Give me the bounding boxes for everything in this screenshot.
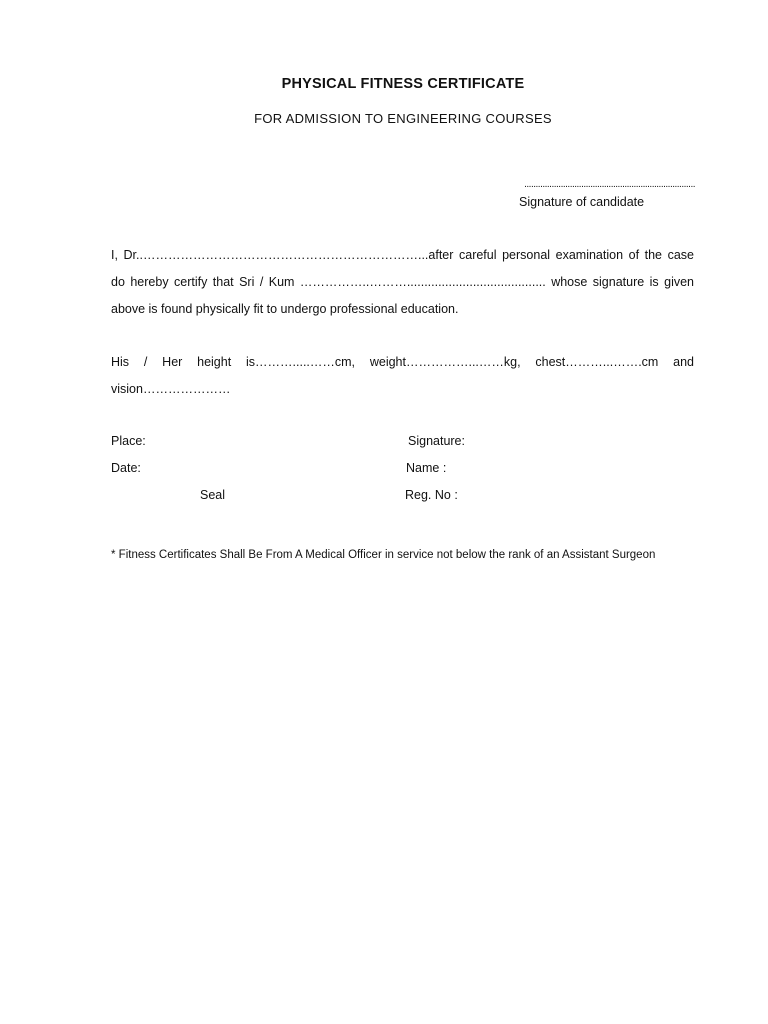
certification-paragraph <box>111 242 694 323</box>
candidate-signature-line: ........................................................................... <box>524 179 695 190</box>
certification-line-1: I, Dr..…………………………………………………………...after careful personal examination of the case <box>111 248 694 262</box>
date-label: Date: <box>111 461 141 475</box>
doctor-name-label: Name : <box>406 461 447 475</box>
certificate-title: PHYSICAL FITNESS CERTIFICATE <box>281 76 525 92</box>
place-label: Place: <box>111 434 146 448</box>
measurements-line-1: His / Her height is……….....……cm, weight……………...……kg, chest………...…….cm and <box>111 355 694 369</box>
footnote: * Fitness Certificates Shall Be From A Medical Officer in service not below the rank of an Assistant Surgeon <box>111 549 656 561</box>
measurements-paragraph <box>111 349 694 403</box>
reg-no-label: Reg. No : <box>405 488 458 502</box>
candidate-signature-label: Signature of candidate <box>519 195 645 209</box>
certificate-subtitle: FOR ADMISSION TO ENGINEERING COURSES <box>254 111 552 126</box>
measurements-line-2: vision………………… <box>111 382 231 396</box>
certification-line-2: do hereby certify that Sri / Kum ……………..………........................................ whose signature is given <box>111 275 694 289</box>
seal-label: Seal <box>200 488 226 502</box>
certification-line-3: above is found physically fit to undergo professional education. <box>111 302 459 316</box>
doctor-signature-label: Signature: <box>408 434 465 448</box>
